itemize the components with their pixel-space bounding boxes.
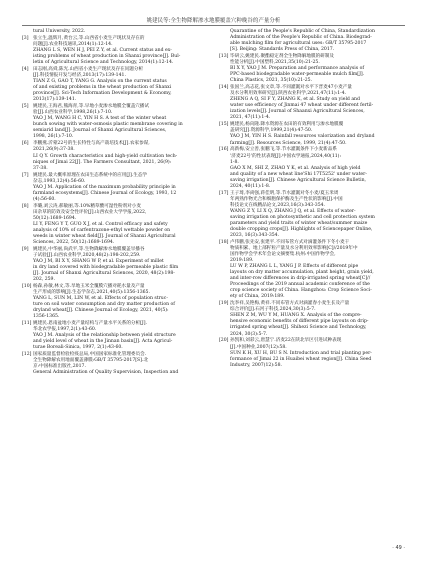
reference-entry [22,29,208,35]
reference-text: 李鹏燕.沂蒙22号的生长特性与高产栽培技术[J].农家参谋, 2021,26(9):37-38. LI Q Y. Growth characteristics and high-yield cultivation tech- niques of Jimai 22[J]. The Farmers Consultant, 2021, 26(9): 37-38. [33,141,178,171]
reference-text: 国家质量监督检验检疫总局,中国国家标准化管理委员会. 全生物降解农用地面覆盖薄膜:GB/T 35795-2017[S].北 京:中国标准出版社,2017. General Administration of Quality Supervision, Inspection and [33,352,179,376]
reference-number: [16] [219,147,229,153]
reference-text: 卢伟鹏,张先安,张建平.不同布管方式对滴灌条件下冬小麦干 物质积累、地上部籽粒产量及水分利用效率影响[C]//2019年中 国作物学会学术年会论文摘要集.杭州:中国作物学会, 2019:189. LU W P, ZHANG L L, YANG J P. Effects of different pipe layouts on dry matter accumulation, plant height, grain yield, and inter-row differences in drip-irrigated spring wheat[C]// Proceedings of the 2019 annual academic conference of the crop science society of China. Hangzhou: Crop Science Soci- ety of China, 2019:189. [230,239,374,300]
reference-entry [219,29,405,53]
reference-entry [22,204,208,246]
reference-number: [6] [22,141,29,147]
reference-entry [219,240,405,300]
reference-entry [219,191,405,239]
reference-number: [7] [22,172,29,178]
page-number: · 49 · [392,545,405,551]
header-rule [22,25,405,26]
reference-entry [22,141,208,171]
reference-number: [13] [219,54,229,60]
reference-number: [15] [219,122,229,128]
reference-entry [219,85,405,121]
reference-text: 田志刚,高舜,陈光.山西省小麦生产现状及存在问题分析 [J].科技情报开发与经济,2013(17):139-141. TIAN Z G, GAO T, YANG G. Analysis on the current status of and existing problems in the wheat production of Shanxi province[J]. Sci-Tech Information Development & Economy, 2013(17):139-141. [33,67,172,103]
reference-text: 姚建民,杨向隆.降水资源在农田的有效利用与渗水地膜覆 盖研究[J].资源科学,1999,21(4):47-50. YAO J M, YIN H S. Rainfall resources valorization and dryland farming[J]. Resources Science, 1999, 21(4):47-50. [230,122,375,146]
reference-entry [22,284,208,320]
reference-text: 高新梅,安立善,张鹏飞,等.节水灌溉条件下小麦新品系 '济麦22号'的性状表现[J].中国农学通报,2024,40(11): 1-8. GAO X M, SHI Z, ZHAO Y K, et al. Analysis of high yield and quality of a new wheat line'Shi 17T5252' under water- saving irrigation[J]. Chinese Agricultural Science Bulletin, 2024, 40(11):1-8. [230,147,367,189]
reference-entry [22,321,208,351]
reference-entry [22,352,208,376]
reference-text: Quarantine of the People's Republic of China, Standardization Administration of the People's Republic of China. Biodegrad- able mulching film for agricultural uses: GB/T 35795-2017 [S]. Beijing: Standards Press of China, 2017. [230,29,375,53]
reference-entry [219,338,405,368]
reference-number: [11] [22,321,32,327]
reference-text: 姚建民.恩南盆地小麦产量结构与产量水平关系的分析[J]. 华北农学报,1997,2(1):43-60. YAO J M. Analysis of the relationship between yield structure and yield level of wheat in the Jinnan basin[J]. Acta Agricul- turae Boreali-Sinica, 1997, 2(1):43-60. [33,321,176,351]
reference-text: 张立生,温辉月,黄台云,等.山西省小麦生产现状及存在的 问题[J].农业科技通讯,2014(1):12-14. ZHANG L S, WEN H J, PEI Z Y, et al. Current status and ex- isting problems of wheat production in Shanxi province[J]. Bul- letin of Agricultural Science and Technology, 2014(1):12-14. [33,35,181,66]
reference-number: [8] [22,203,29,209]
reference-entry [22,173,208,203]
reference-text: 沈李祥,吴艳梅,黄祥.不同布管方式对滴灌春小麦生长及产量 综合评价[J].石河子科技,2024,30(3):5-7. SHEN Z M, WU Y M, HUANG X. Analysis of the compre- hensive economic benefits of different pipe layouts on drip- irrigated spring wheat[J]. Shihezi Science and Technology, 2024, 30(3):5-7. [230,301,369,337]
reference-text: 杨森,孙敏,林文,等.旱地玉米全覆膜穴播对耗水量及产量 生产形成的影响[J].生态学杂志,2021,40(5):1356-1365. YANG L, SUN M, LIN W, et al. Effects of population struc- ture on soil water consumption and dry matter production of dryland wheat[J]. Chinese Journal of Ecology, 2021, 40(5): 1356-1365. [33,284,175,320]
reference-text: 张国兰,高志花,张文章,等.不同灌溉对水平下晋麦47小麦产量 及水分利用效率研究[J].陕西农业科学,2021,47(11):1-4. ZHENG A Q, SI F Y, ZHANG K, et al. Study on yield and water use efficiency of Jinmai 47 wheat under different fertil- ization levels[J]. Journal of Shaanxi Agricultural Sciences, 2021, 47(11):1-4. [230,85,374,121]
reference-text: 王子琦,李尚强,蒋佳明,等.节水灌溉对冬小麦/夏玉米周 年两熟作物光合和细胞保护酶及生产性状的影响[J].中国 科技论文在线精品论文,2023,16(3):343-354. WANG Z Y, LI X Q, ZHANG J Q, et al. Effects of water- saving irrigation on photosynthetic and cell protection system parameters and yield traits of winter wheat/summer maize double cropping crops[J]. Highlights of Sciencepaper Online, 2023, 16(3):343-354. [230,190,375,238]
reference-number: [10] [22,284,32,290]
reference-number: [17] [219,190,229,196]
reference-text: 姚建民.最大概率原理在农田生态系统中的应用[J].生态学 杂志,1993,12(4):56-60. YAO J M. Application of the maximum probability principle in farmland ecosystems[J]. Chinese Journal of Ecology, 1993, 12 (4):56-60. [33,172,177,202]
reference-entry [22,247,208,283]
reference-column-right [219,29,405,370]
reference-entry [22,104,208,140]
reference-entry [219,54,405,84]
running-head: 姚建民等:全生物降解渗水地膜覆盖穴种晚谷的产量分析 [146,18,281,24]
reference-text: 李璐,刘云涛,郝敏丽,等.10%精草酸可湿性粉剂对小麦 田杂草的防效及安全性评价[J].山西农业大学学报,2022, 50(12):1689-1694. LI Y, FENG Y T, GUO X J, et al. Control efficacy and safety analysis of 10% of carfentrazone-ethyl wettable powder on weeds in winter wheat field[J]. Journal of Shanxi Agricultural Sciences, 2022, 50(12):1689-1694. [33,203,176,245]
reference-number: [19] [219,301,229,307]
reference-number: [14] [219,85,229,91]
reference-entry [219,122,405,146]
reference-entry [22,67,208,103]
reference-entry [22,36,208,66]
reference-number: [3] [22,35,29,41]
reference-text: 姚建民,王海君,熊海青,等.早地小麦渗水地膜全覆盖穴播试 验[J].山西农业科学,1998,26(1):7-10. YAO J M, WANG H C, YIN H S. A test of the winter wheat bunch sowing with water-osmosis plastic membrane covering in semiarid land[J]. Journal of Shanxi Agricultural Sciences, 1998, 26(1):7-10. [33,104,183,140]
reference-entry [219,301,405,337]
reference-number: [12] [22,352,32,358]
reference-text: tural University, 2022. [33,29,86,34]
reference-column-left [22,29,208,377]
reference-text: 孙凯和,刘彩云,唐慧宁.济麦22在陕北旱区引进试种表现 [J].中国种业,2007(12):58. SUN K H, XU H, BU S N. Introduction and trial planting per- formance of Jimai 22 in Huaibei wheat region[J]. China Seed Industry, 2007(12):58. [230,338,372,368]
reference-number: [20] [219,338,229,344]
reference-number: [4] [22,67,29,73]
reference-number: [9] [22,246,29,252]
reference-text: 毕研云,姚建民.聚酯稳定剂全生物降解地膜的研制及 性能分析[J].中国塑料,2021,35(10):21-25. BI X Y, YAO J M. Preparation and performance analysis of PPC-based biodegradable water-permeable mulch film[J]. China Plastics, 2021, 35(10):21-25. [230,54,365,84]
reference-number: [5] [22,104,29,110]
reference-text: 姚建民,中华丽,尚武平,等.生物降解渗水地膜覆盖旱播谷 子试验[J].山西农业科学,2020,48(2):198-202,259. YAO J M, BI X Y, SHANG W P, et al. Experiment of millet in dry land covered with biodegradable permeable plastic film [J]. Journal of Shanxi Agricultural Sciences, 2020, 48(2):198- 202, 259. [33,246,179,283]
reference-entry [219,147,405,189]
reference-number: [18] [219,239,229,245]
